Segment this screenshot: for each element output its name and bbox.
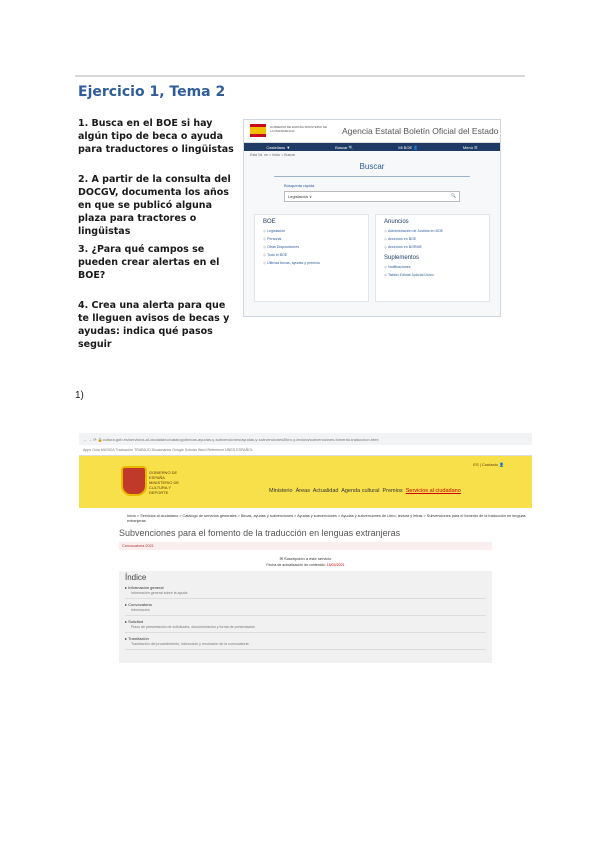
back-icon[interactable]: ← → ⟳ 🔒 xyxy=(83,436,103,442)
boe-link[interactable]: ◎ Todo el BOE xyxy=(263,253,360,257)
boe-nav xyxy=(244,143,500,151)
boe-agency-title: Agencia Estatal Boletín Oficial del Estado xyxy=(342,126,499,136)
site-login[interactable]: ES | Contacto 👤 xyxy=(473,462,504,467)
question-2: 2. A partir de la consulta del DOCGV, documenta los años en que se publicó alguna plaza para tractores o lingüistas xyxy=(78,174,231,237)
search-icon[interactable]: 🔍 xyxy=(451,193,456,198)
boe-breadcrumb: Está Vd. en > Inicio > Buscar xyxy=(250,153,296,157)
publication-info xyxy=(79,563,532,567)
menu-item[interactable]: Premios xyxy=(382,488,403,494)
index-section[interactable]: ▸ Convocatoria Información xyxy=(125,599,486,616)
section-name[interactable]: Convocatoria xyxy=(128,602,152,607)
boe-link[interactable]: ◎ Anuncios en BORME xyxy=(384,245,481,249)
boe-link[interactable]: ◎ Anuncios en BOE xyxy=(384,237,481,241)
section-link[interactable]: Información general sobre la ayuda xyxy=(131,591,188,595)
site-menu xyxy=(269,488,461,494)
boe-nav-myboe[interactable]: Mi BOE 👤 xyxy=(398,144,419,150)
page-title: Ejercicio 1, Tema 2 xyxy=(78,84,226,100)
menu-item-active[interactable]: Servicios al ciudadano xyxy=(405,488,461,494)
spain-flag-icon xyxy=(250,124,266,137)
boe-quick-label: Búsqueda rápida xyxy=(284,183,315,188)
publication-date: 15/03/2021 xyxy=(326,563,345,567)
boe-search-input[interactable] xyxy=(284,191,460,202)
section-name[interactable]: Tramitación xyxy=(128,636,149,641)
boe-link[interactable]: ◎ Legislación xyxy=(263,229,360,233)
index-box xyxy=(119,571,492,663)
boe-column-title: Anuncios xyxy=(384,219,409,225)
menu-item[interactable]: Áreas xyxy=(295,488,310,494)
boe-nav-language[interactable]: Castellano ▼ xyxy=(266,144,291,150)
publication-label: Fecha de actualización de contenido: xyxy=(266,563,326,567)
menu-item[interactable]: Ministerio xyxy=(269,488,293,494)
section-link[interactable]: Plazo de presentación de solicitudes, documentación y forma de presentación xyxy=(131,625,256,629)
site-page-title: Subvenciones para el fomento de la traducción en lenguas extranjeras xyxy=(119,528,401,538)
boe-link[interactable]: ◎ Notificaciones xyxy=(384,265,481,269)
gov-label: GOBIERNO DE ESPAÑA MINISTERIO DE CULTURA Y DEPORTE xyxy=(149,470,180,495)
address-bar[interactable] xyxy=(79,433,532,445)
boe-link[interactable]: ◎ Administración de Justicia en BOE xyxy=(384,229,481,233)
section-link[interactable]: Información xyxy=(131,608,150,612)
question-3: 3. ¿Para qué campos se pueden crear alertas en el BOE? xyxy=(78,244,220,281)
boe-column-boe xyxy=(254,214,369,302)
index-section[interactable]: ▸ Solicitud Plazo de presentación de solicitudes, documentación y forma de presentación xyxy=(125,616,486,633)
boe-column-title: BOE xyxy=(263,219,276,225)
boe-search-select[interactable]: Legislación ∨ xyxy=(288,194,313,199)
site-header xyxy=(79,456,532,508)
boe-screenshot xyxy=(243,119,501,317)
boe-link[interactable]: ◎ Otras Disposiciones xyxy=(263,245,360,249)
index-section[interactable]: ▸ Tramitación Tramitación del procedimiento, instrucción y resolución de la convocatoria xyxy=(125,633,486,650)
boe-column-title: Suplementos xyxy=(384,255,420,261)
url-text[interactable]: cultura.gob.es/servicios-al-ciudadano/catalogo/becas-ayudas-y-subvenciones/ayudas-y-subvenciones/libro-y-lectura/subvenciones-fomento-traduccion.html xyxy=(102,436,379,442)
section-link[interactable]: Tramitación del procedimiento, instrucción y resolución de la convocatoria xyxy=(131,642,249,646)
menu-item[interactable]: Agenda cultural xyxy=(341,488,380,494)
boe-link[interactable]: ◎ Personal xyxy=(263,237,360,241)
boe-ministry: GOBIERNO DE ESPAÑA MINISTERIO DE LA PRESIDENCIA xyxy=(270,125,328,133)
boe-column-anuncios xyxy=(375,214,490,302)
subscribe-button[interactable]: ✉ Suscripción a este servicio xyxy=(279,556,332,561)
bookmarks-bar[interactable]: Apps Guia MUSICA Traducción TRABAJO Diccionarios Google Scholar Word Reference UNED ESPAÑOL xyxy=(79,445,532,456)
section-name[interactable]: Solicitud xyxy=(128,619,144,624)
boe-link[interactable]: ◎ Tablón Edictal Judicial Único xyxy=(384,273,481,277)
boe-heading: Buscar xyxy=(359,162,385,171)
question-1: 1. Busca en el BOE si hay algún tipo de beca o ayuda para traductores o lingüistas xyxy=(78,118,234,155)
question-4: 4. Crea una alerta para que te lleguen avisos de becas y ayudas: indica qué pasos seguir xyxy=(78,300,230,350)
boe-link[interactable]: ◎ Últimas becas, ayudas y premios xyxy=(263,261,360,265)
index-section[interactable]: ▸ Información general Información general sobre la ayuda xyxy=(125,582,486,599)
top-divider xyxy=(75,75,525,77)
coat-of-arms-icon xyxy=(121,466,147,496)
notice-bar: Convocatoria 2021 xyxy=(119,542,492,550)
boe-nav-menu[interactable]: Menú ☰ xyxy=(462,144,478,150)
menu-item[interactable]: Actualidad xyxy=(312,488,339,494)
boe-divider xyxy=(274,176,470,177)
index-title: Índice xyxy=(125,573,147,582)
site-breadcrumb[interactable]: Inicio > Servicios al ciudadano > Catálogo de servicios generales > Becas, ayudas y subvenciones > Ayudas y subvenciones > Ayudas y subvenciones de Libro, lectura y letras > Subvenciones para el fomento de la traducción en lenguas extranjeras xyxy=(127,514,526,523)
boe-header xyxy=(244,120,500,143)
boe-nav-search[interactable]: Buscar 🔍 xyxy=(335,144,354,150)
section-name[interactable]: Información general xyxy=(128,585,164,590)
browser-screenshot xyxy=(79,433,532,663)
answer-number: 1) xyxy=(75,390,84,401)
